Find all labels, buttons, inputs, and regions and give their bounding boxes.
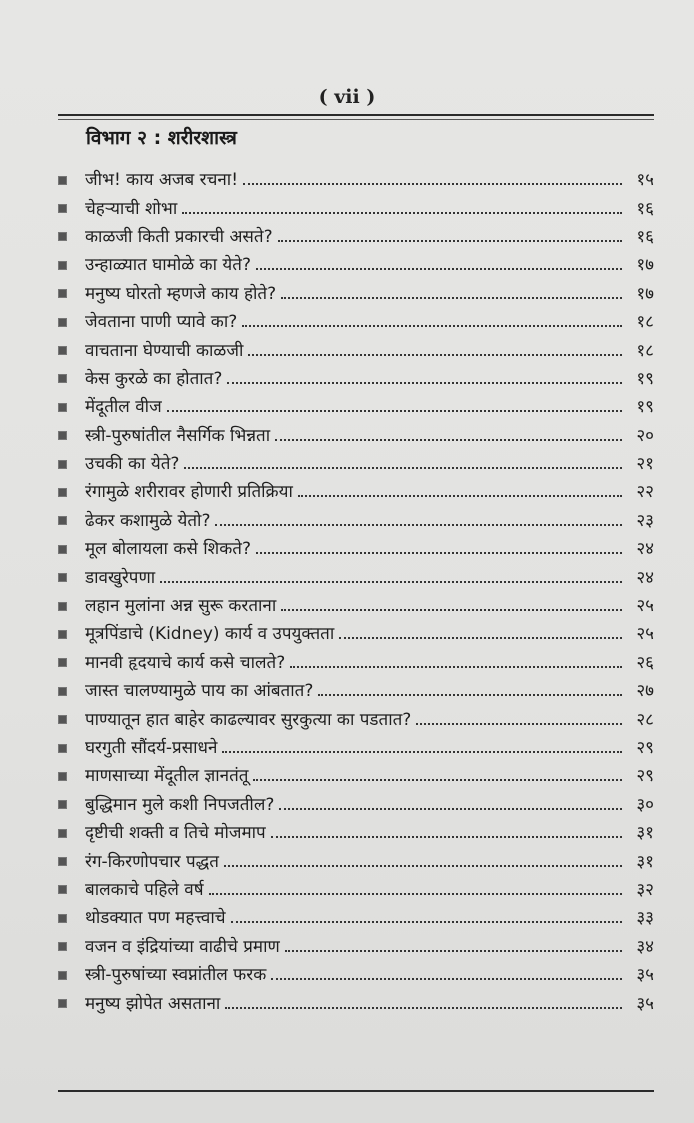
dot-leader xyxy=(275,439,622,441)
dot-leader xyxy=(167,410,622,412)
toc-entry-page-number: २१ xyxy=(636,454,654,475)
toc-entry xyxy=(58,365,654,393)
toc-entry xyxy=(58,393,654,421)
toc-entry-page-number: १५ xyxy=(636,170,654,191)
square-bullet-icon xyxy=(58,658,67,667)
toc-entry-line xyxy=(85,567,654,589)
square-bullet-icon xyxy=(58,630,67,639)
toc-entry xyxy=(58,563,654,591)
square-bullet-icon xyxy=(58,176,67,185)
toc-entry-title: थोडक्यात पण महत्त्वाचे xyxy=(85,908,226,929)
toc-entry-page-number: १६ xyxy=(636,226,654,247)
toc-entry xyxy=(58,705,654,733)
square-bullet-icon xyxy=(58,857,67,866)
dot-leader xyxy=(281,609,622,611)
toc-entry xyxy=(58,904,654,932)
toc-entry-title: मूल बोलायला कसे शिकते? xyxy=(85,539,252,560)
square-bullet-icon xyxy=(58,289,67,298)
toc-entry-line xyxy=(85,964,654,986)
dot-leader xyxy=(184,467,622,469)
dot-leader xyxy=(243,183,622,185)
toc-entry-line xyxy=(85,879,654,901)
square-bullet-icon xyxy=(58,602,67,611)
toc-entry-line xyxy=(85,765,654,787)
toc-entry-line xyxy=(85,794,654,816)
square-bullet-icon xyxy=(58,573,67,582)
toc-entry-line xyxy=(85,538,654,560)
toc-entry-title: जेवताना पाणी प्यावे का? xyxy=(85,312,238,333)
toc-entry-page-number: २२ xyxy=(636,482,654,503)
toc-entry-page-number: ३५ xyxy=(636,993,654,1014)
toc-entry xyxy=(58,422,654,450)
square-bullet-icon xyxy=(58,204,67,213)
toc-entry xyxy=(58,819,654,847)
toc-entry-page-number: ३१ xyxy=(636,851,654,872)
toc-entry-line xyxy=(85,396,654,418)
toc-entry-line xyxy=(85,169,654,191)
toc-entry-page-number: ३१ xyxy=(636,823,654,844)
toc-entry xyxy=(58,847,654,875)
toc-entry xyxy=(58,734,654,762)
toc-entry-line xyxy=(85,226,654,248)
toc-entry xyxy=(58,507,654,535)
toc-entry-title: पाण्यातून हात बाहेर काढल्यावर सुरकुत्या का पडतात? xyxy=(85,709,412,730)
bottom-rule xyxy=(58,1090,654,1092)
square-bullet-icon xyxy=(58,914,67,923)
toc-entry-title: दृष्टीची शक्ती व तिचे मोजमाप xyxy=(85,823,266,844)
top-rule xyxy=(58,114,654,116)
toc-entry-title: स्त्री-पुरुषांतील नैसर्गिक भिन्नता xyxy=(85,425,271,446)
toc-entry-title: चेहऱ्याची शोभा xyxy=(85,198,178,219)
dot-leader xyxy=(242,325,622,327)
toc-entry xyxy=(58,762,654,790)
toc-entry xyxy=(58,649,654,677)
toc-entry-title: उन्हाळ्यात घामोळे का येते? xyxy=(85,255,251,276)
square-bullet-icon xyxy=(58,318,67,327)
toc-entry-title: केस कुरळे का होतात? xyxy=(85,368,223,389)
toc-entry-title: मनुष्य झोपेत असताना xyxy=(85,993,221,1014)
square-bullet-icon xyxy=(58,800,67,809)
toc-entry-line xyxy=(85,623,654,645)
table-of-contents xyxy=(58,166,654,1018)
dot-leader xyxy=(231,921,622,923)
toc-entry-page-number: २६ xyxy=(636,652,654,673)
dot-leader xyxy=(209,893,622,895)
square-bullet-icon xyxy=(58,488,67,497)
square-bullet-icon xyxy=(58,545,67,554)
toc-entry-line xyxy=(85,340,654,362)
square-bullet-icon xyxy=(58,687,67,696)
toc-entry-line xyxy=(85,198,654,220)
toc-entry-line xyxy=(85,311,654,333)
toc-entry xyxy=(58,166,654,194)
toc-entry-page-number: २३ xyxy=(636,510,654,531)
toc-entry xyxy=(58,450,654,478)
toc-entry-page-number: १६ xyxy=(636,198,654,219)
dot-leader xyxy=(278,240,622,242)
square-bullet-icon xyxy=(58,715,67,724)
toc-entry-page-number: १९ xyxy=(636,368,654,389)
toc-entry-page-number: २५ xyxy=(636,596,654,617)
dot-leader xyxy=(248,354,622,356)
toc-entry-page-number: ३२ xyxy=(636,879,654,900)
dot-leader xyxy=(256,552,622,554)
toc-entry-page-number: १७ xyxy=(636,283,654,304)
toc-entry-line xyxy=(85,993,654,1015)
toc-entry-page-number: २७ xyxy=(636,681,654,702)
dot-leader xyxy=(222,751,622,753)
square-bullet-icon xyxy=(58,346,67,355)
square-bullet-icon xyxy=(58,772,67,781)
toc-entry-title: ढेकर कशामुळे येतो? xyxy=(85,510,211,531)
toc-entry-title: मानवी हृदयाचे कार्य कसे चालते? xyxy=(85,652,286,673)
toc-entry-line xyxy=(85,595,654,617)
dot-leader xyxy=(256,268,622,270)
toc-entry-line xyxy=(85,481,654,503)
toc-entry-title: बालकाचे पहिले वर्ष xyxy=(85,879,204,900)
toc-entry-title: काळजी किती प्रकारची असते? xyxy=(85,226,273,247)
toc-entry-line xyxy=(85,510,654,532)
toc-entry xyxy=(58,535,654,563)
toc-entry-page-number: २८ xyxy=(636,709,654,730)
dot-leader xyxy=(281,297,622,299)
toc-entry-title: घरगुती सौंदर्य-प्रसाधने xyxy=(85,738,218,758)
dot-leader xyxy=(271,978,622,980)
square-bullet-icon xyxy=(58,942,67,951)
page-number: ( vii ) xyxy=(318,86,376,108)
toc-entry-page-number: २५ xyxy=(636,624,654,645)
square-bullet-icon xyxy=(58,885,67,894)
toc-entry-title: स्त्री-पुरुषांच्या स्वप्नांतील फरक xyxy=(85,965,267,986)
toc-entry xyxy=(58,223,654,251)
toc-entry-title: रंग-किरणोपचार पद्धत xyxy=(85,851,219,872)
toc-entry xyxy=(58,336,654,364)
toc-entry-line xyxy=(85,737,654,759)
dot-leader xyxy=(416,723,622,725)
dot-leader xyxy=(298,495,622,497)
dot-leader xyxy=(215,524,622,526)
toc-entry xyxy=(58,280,654,308)
toc-entry xyxy=(58,876,654,904)
toc-entry-page-number: १९ xyxy=(636,397,654,418)
toc-entry xyxy=(58,620,654,648)
dot-leader xyxy=(182,212,622,214)
dot-leader xyxy=(339,637,622,639)
toc-entry xyxy=(58,791,654,819)
square-bullet-icon xyxy=(58,999,67,1008)
toc-entry-page-number: २९ xyxy=(636,766,654,787)
dot-leader xyxy=(227,382,622,384)
toc-entry-line xyxy=(85,907,654,929)
dot-leader xyxy=(279,808,622,810)
toc-entry-title: रंगामुळे शरीरावर होणारी प्रतिक्रिया xyxy=(85,482,293,503)
toc-entry-line xyxy=(85,851,654,873)
toc-entry-page-number: १८ xyxy=(636,340,654,361)
toc-entry-line xyxy=(85,822,654,844)
dot-leader xyxy=(290,666,622,668)
toc-entry-page-number: २४ xyxy=(636,539,654,560)
square-bullet-icon xyxy=(58,374,67,383)
toc-entry-line xyxy=(85,936,654,958)
toc-entry-page-number: १८ xyxy=(636,312,654,333)
square-bullet-icon xyxy=(58,403,67,412)
toc-entry xyxy=(58,933,654,961)
toc-entry-line xyxy=(85,254,654,276)
toc-entry-title: जीभ! काय अजब रचना! xyxy=(85,170,239,191)
toc-entry xyxy=(58,478,654,506)
toc-entry-line xyxy=(85,709,654,731)
square-bullet-icon xyxy=(58,829,67,838)
dot-leader xyxy=(253,779,622,781)
toc-entry-title: लहान मुलांना अन्न सुरू करताना xyxy=(85,596,277,617)
top-rule-thin xyxy=(58,119,654,120)
toc-entry-title: वाचताना घेण्याची काळजी xyxy=(85,340,244,361)
square-bullet-icon xyxy=(58,516,67,525)
square-bullet-icon xyxy=(58,971,67,980)
square-bullet-icon xyxy=(58,431,67,440)
dot-leader xyxy=(225,1007,622,1009)
toc-entry-title: डावखुरेपणा xyxy=(85,567,156,588)
toc-entry xyxy=(58,677,654,705)
toc-entry-page-number: २९ xyxy=(636,738,654,758)
toc-entry xyxy=(58,194,654,222)
toc-entry-page-number: ३० xyxy=(636,794,654,815)
square-bullet-icon xyxy=(58,261,67,270)
dot-leader xyxy=(160,581,622,583)
toc-entry-page-number: ३५ xyxy=(636,965,654,986)
toc-entry-title: उचकी का येते? xyxy=(85,454,180,475)
toc-entry xyxy=(58,308,654,336)
dot-leader xyxy=(318,694,622,696)
toc-entry-title: बुद्धिमान मुले कशी निपजतील? xyxy=(85,794,275,815)
toc-entry xyxy=(58,592,654,620)
toc-entry-title: मेंदूतील वीज xyxy=(85,397,162,418)
toc-entry-title: मूत्रपिंडाचे (Kidney) कार्य व उपयुक्तता xyxy=(85,624,335,645)
toc-entry-title: मनुष्य घोरतो म्हणजे काय होते? xyxy=(85,283,277,304)
square-bullet-icon xyxy=(58,744,67,753)
toc-entry-page-number: ३३ xyxy=(636,908,654,929)
toc-entry xyxy=(58,961,654,989)
toc-entry-page-number: १७ xyxy=(636,255,654,276)
toc-entry-page-number: ३४ xyxy=(636,936,654,957)
toc-entry-line xyxy=(85,453,654,475)
toc-entry-title: वजन व इंद्रियांच्या वाढीचे प्रमाण xyxy=(85,936,280,957)
section-title: विभाग २ : शरीरशास्त्र xyxy=(86,127,237,149)
dot-leader xyxy=(285,950,622,952)
toc-entry-title: जास्त चालण्यामुळे पाय का आंबतात? xyxy=(85,681,314,702)
toc-entry xyxy=(58,251,654,279)
dot-leader xyxy=(224,865,622,867)
square-bullet-icon xyxy=(58,232,67,241)
square-bullet-icon xyxy=(58,460,67,469)
toc-entry-line xyxy=(85,283,654,305)
toc-entry-line xyxy=(85,425,654,447)
toc-entry xyxy=(58,989,654,1017)
toc-entry-page-number: २४ xyxy=(636,567,654,588)
dot-leader xyxy=(271,836,622,838)
toc-entry-title: माणसाच्या मेंदूतील ज्ञानतंतू xyxy=(85,766,249,787)
toc-entry-page-number: २० xyxy=(636,425,654,446)
toc-entry-line xyxy=(85,368,654,390)
toc-entry-line xyxy=(85,652,654,674)
toc-entry-line xyxy=(85,680,654,702)
